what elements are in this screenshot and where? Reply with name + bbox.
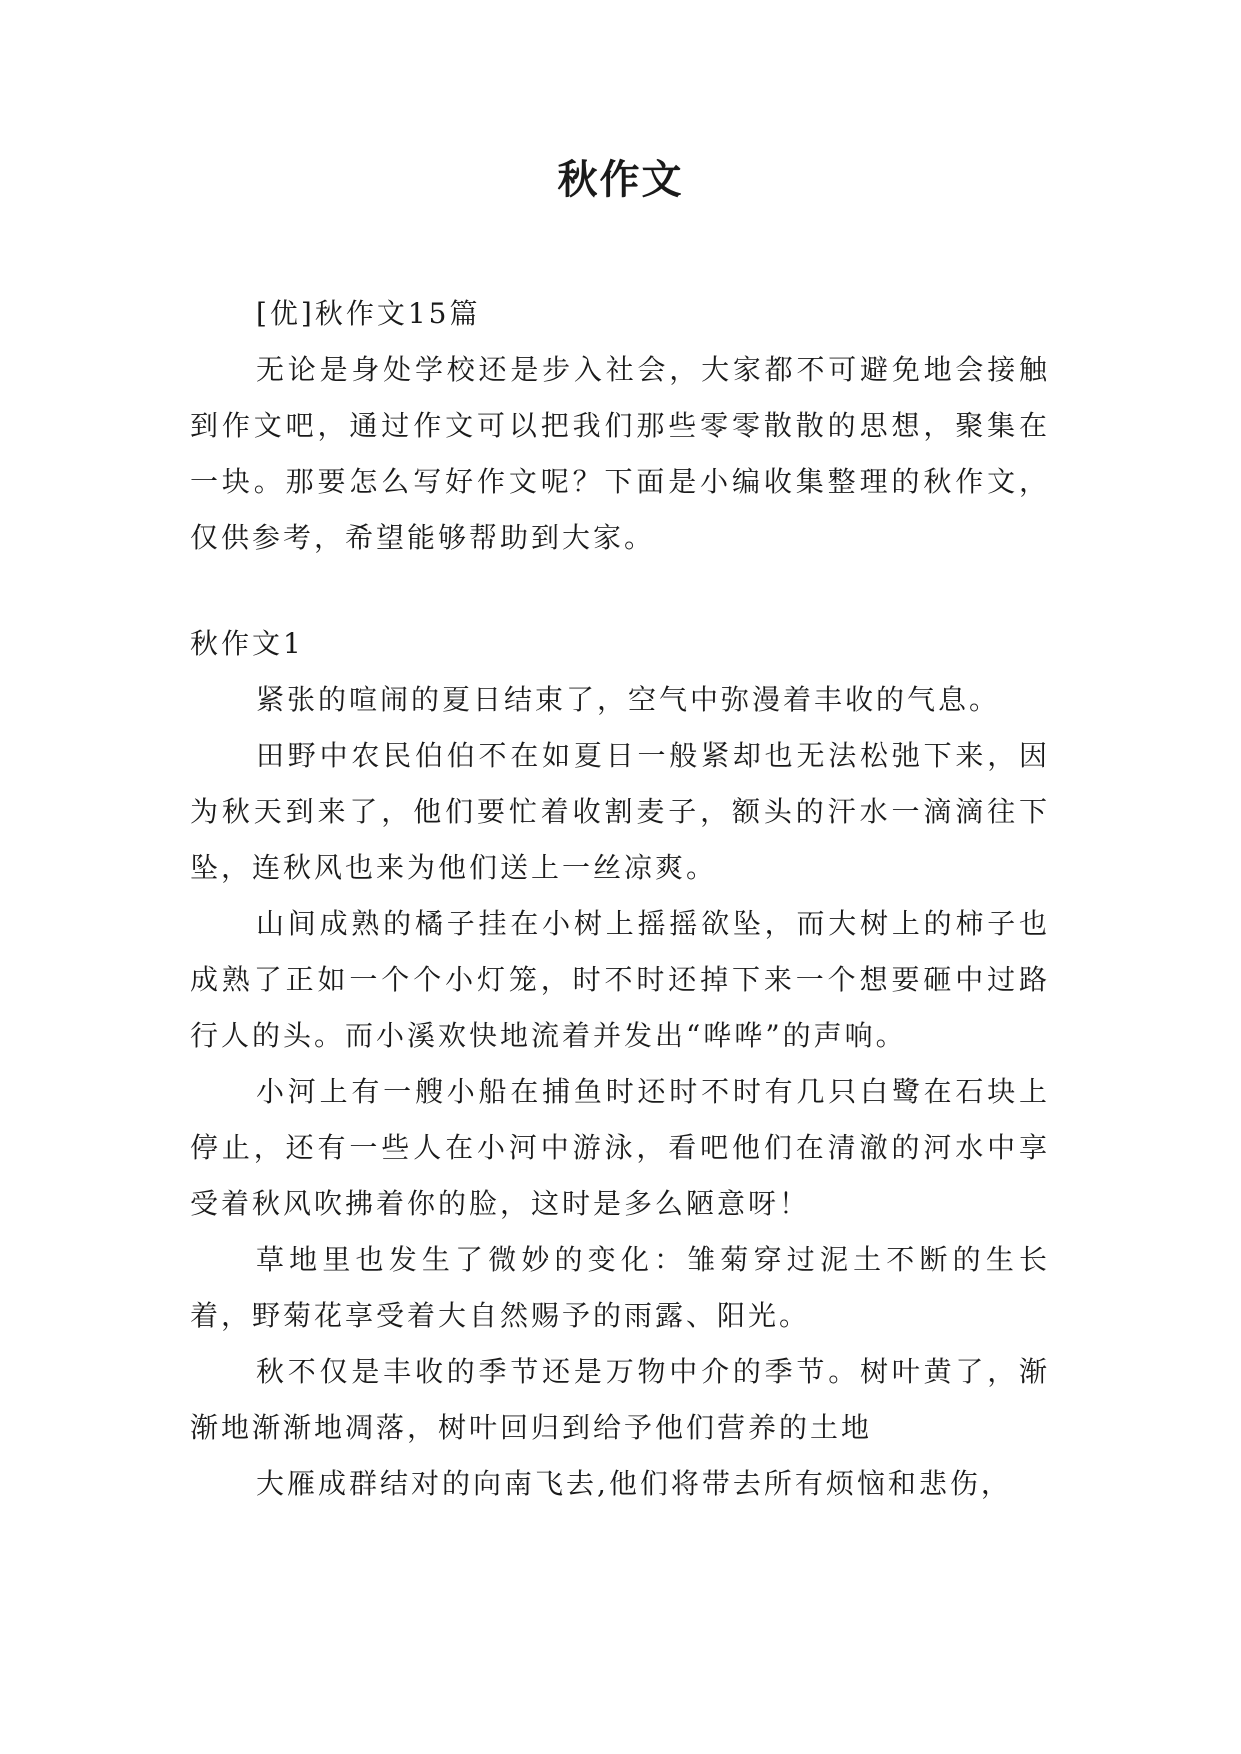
intro-paragraph: 无论是身处学校还是步入社会，大家都不可避免地会接触到作文吧，通过作文可以把我们那些零零散散的思想，聚集在一块。那要怎么写好作文呢？下面是小编收集整理的秋作文，仅供参考，希望能够帮助到大家。 [190,353,1050,554]
essay-paragraph: 大雁成群结对的向南飞去,他们将带去所有烦恼和悲伤， [256,1467,1012,1500]
essay-paragraph: 小河上有一艘小船在捕鱼时还时不时有几只白鹭在石块上停止，还有一些人在小河中游泳，看吧他们在清澈的河水中享受着秋风吹拂着你的脸，这时是多么陋意呀！ [190,1075,1050,1220]
document-title: 秋作文 [557,157,684,203]
section-spacer [190,566,1050,616]
essay-paragraph: 草地里也发生了微妙的变化：雏菊穿过泥土不断的生长着，野菊花享受着大自然赐予的雨露、阳光。 [190,1243,1050,1332]
document-subtitle: [优]秋作文15篇 [256,297,481,330]
essay-paragraph: 山间成熟的橘子挂在小树上摇摇欲坠，而大树上的柿子也成熟了正如一个个小灯笼，时不时还掉下来一个想要砸中过路行人的头。而小溪欢快地流着并发出“哗哗”的声响。 [190,907,1050,1052]
document-body [190,286,1050,1512]
essay-paragraph: 秋不仅是丰收的季节还是万物中介的季节。树叶黄了，渐渐地渐渐地凋落，树叶回归到给予他们营养的土地 [190,1355,1050,1444]
section-heading: 秋作文1 [190,627,304,660]
essay-paragraph: 紧张的喧闹的夏日结束了，空气中弥漫着丰收的气息。 [256,683,1001,716]
essay-paragraph: 田野中农民伯伯不在如夏日一般紧却也无法松弛下来，因为秋天到来了，他们要忙着收割麦子，额头的汗水一滴滴往下坠，连秋风也来为他们送上一丝凉爽。 [190,739,1050,884]
